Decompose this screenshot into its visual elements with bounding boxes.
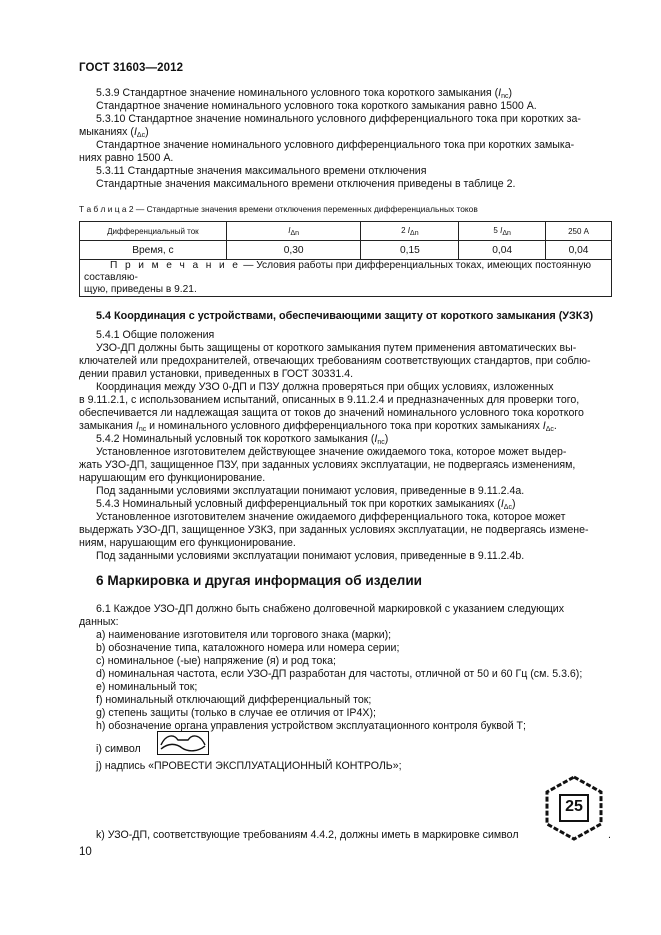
paragraph-line: Под заданными условиями эксплуатации понимают условия, приведенные в 9.11.2.4а. bbox=[96, 485, 525, 497]
list-item: j) надпись «ПРОВЕСТИ ЭКСПЛУАТАЦИОННЫЙ КОНТРОЛЬ»; bbox=[96, 760, 402, 772]
paragraph-line: жать УЗО-ДП, защищенное ПЗУ, при заданных условиях эксплуатации, не подвергаясь изменениям, bbox=[79, 459, 576, 471]
table-header-row bbox=[80, 222, 612, 241]
table-row bbox=[80, 241, 612, 260]
paragraph-line: Установленное изготовителем значение ожидаемого дифференциального тока, которое может bbox=[96, 511, 566, 523]
table-cell: 0,30 bbox=[226, 241, 361, 260]
list-item: h) обозначение органа управления устройством эксплуатационного контроля буквой Т; bbox=[96, 720, 526, 732]
list-item: g) степень защиты (только в случае ее отличия от IP4X); bbox=[96, 707, 376, 719]
paragraph-line: ключателей или предохранителей, отвечающих требованиям соответствующих стандартов, при соблю- bbox=[79, 355, 591, 367]
table-header-cell: 250 А bbox=[546, 222, 612, 241]
list-item: k) УЗО-ДП, соответствующие требованиям 4.4.2, должны иметь в маркировке символ bbox=[96, 829, 519, 841]
clause-5-3-10-text-cont: ниях равно 1500 А. bbox=[79, 152, 174, 164]
paragraph-line: нарушающим его функционирование. bbox=[79, 472, 266, 484]
list-item: a) наименование изготовителя или торгового знака (марки); bbox=[96, 629, 392, 641]
paragraph-line: 6.1 Каждое УЗО-ДП должно быть снабжено долговечной маркировкой с указанием следующих bbox=[96, 603, 565, 615]
clause-5-3-10-text: Стандартное значение номинального условного дифференциального тока при коротких замыка- bbox=[96, 139, 575, 151]
paragraph-line: в 9.11.2.1, с использованием испытаний, описанных в 9.11.2.4 и предназначенных для проверки того, bbox=[79, 394, 580, 406]
section-5-4-heading: 5.4 Координация с устройствами, обеспечивающими защиту от короткого замыкания (УЗКЗ) bbox=[96, 310, 594, 322]
document-header: ГОСТ 31603—2012 bbox=[79, 62, 184, 74]
test-device-symbol-icon bbox=[157, 731, 209, 755]
page-number: 10 bbox=[79, 846, 92, 858]
list-item: i) символ bbox=[96, 743, 141, 755]
list-item: b) обозначение типа, каталожного номера или номера серии; bbox=[96, 642, 400, 654]
paragraph-line: замыкания $I_{nc}$ и номинального условного дифференциального тока при коротких замыканиях $I_{\Delta c}$. bbox=[79, 420, 557, 433]
list-item: e) номинальный ток; bbox=[96, 681, 198, 693]
table-header-cell: Дифференциальный ток bbox=[80, 222, 227, 241]
paragraph-line: ниям, нарушающим его функционирование. bbox=[79, 537, 296, 549]
paragraph-line: Координация между УЗО 0-ДП и ПЗУ должна проверяться при общих условиях, изложенных bbox=[96, 381, 554, 393]
table-header-cell: 2 $I_{\Delta n}$ bbox=[361, 222, 459, 241]
clause-5-4-1-title: 5.4.1 Общие положения bbox=[96, 329, 215, 341]
clause-5-4-3-title: 5.4.3 Номинальный условный дифференциальный ток при коротких замыканиях $(I_{\Delta c})$ bbox=[96, 498, 516, 511]
clause-5-3-10-title-cont: мыканиях $(I_{\Delta c})$ bbox=[79, 126, 149, 139]
list-item: d) номинальная частота, если УЗО-ДП разработан для частоты, отличной от 50 и 60 Гц (см. 5.3.6); bbox=[96, 668, 583, 680]
table-header-cell: 5 $I_{\Delta n}$ bbox=[459, 222, 546, 241]
paragraph-line: УЗО-ДП должны быть защищены от короткого замыкания путем применения автоматических вы- bbox=[96, 342, 577, 354]
table-note: П р и м е ч а н и е — Условия работы при дифференциальных токах, имеющих постоянную составляю- щую, приведены в 9.21. bbox=[80, 260, 612, 297]
table-cell: 0,04 bbox=[459, 241, 546, 260]
paragraph-line: Под заданными условиями эксплуатации понимают условия, приведенные в 9.11.2.4b. bbox=[96, 550, 525, 562]
clause-5-3-10-title: 5.3.10 Стандартное значение номинального условного дифференциального тока при коротких за- bbox=[96, 113, 581, 125]
table-header-cell: $I_{\Delta n}$ bbox=[226, 222, 361, 241]
list-item-end: . bbox=[608, 829, 611, 841]
clause-5-3-11-text: Стандартные значения максимального времени отключения приведены в таблице 2. bbox=[96, 178, 516, 190]
list-item: c) номинальное (-ые) напряжение (я) и род тока; bbox=[96, 655, 336, 667]
paragraph-line: данных: bbox=[79, 616, 119, 628]
list-item: f) номинальный отключающий дифференциальный ток; bbox=[96, 694, 372, 706]
table-cell: 0,15 bbox=[361, 241, 459, 260]
hexagon-rating-symbol-icon bbox=[539, 773, 609, 843]
paragraph-line: выдержать УЗО-ДП, защищенное УЗКЗ, при заданных условиях эксплуатации, не подвергаясь измене- bbox=[79, 524, 589, 536]
clause-5-4-2-title: 5.4.2 Номинальный условный ток короткого замыкания $(I_{nc})$ bbox=[96, 433, 389, 446]
clause-5-3-11-title: 5.3.11 Стандартные значения максимального времени отключения bbox=[96, 165, 427, 177]
hex-symbol-label: 25 bbox=[565, 798, 583, 815]
table-note-row bbox=[80, 260, 612, 297]
clause-5-3-9-title: 5.3.9 Стандартное значение номинального условного тока короткого замыкания $(I_{nc})$ bbox=[96, 87, 513, 100]
clause-5-3-9-text: Стандартное значение номинального условного тока короткого замыкания равно 1500 А. bbox=[96, 100, 537, 112]
cutoff-time-table bbox=[79, 221, 612, 297]
paragraph-line: дении правил установки, приведенных в ГОСТ 30331.4. bbox=[79, 368, 354, 380]
table-cell: 0,04 bbox=[546, 241, 612, 260]
paragraph-line: обеспечивается ли надлежащая защита от токов до значений номинального условного тока короткого bbox=[79, 407, 584, 419]
section-6-heading: 6 Маркировка и другая информация об изделии bbox=[96, 573, 423, 588]
table-caption: Т а б л и ц а 2 — Стандартные значения времени отключения переменных дифференциальных токов bbox=[79, 204, 478, 214]
table-cell: Время, с bbox=[80, 241, 227, 260]
paragraph-line: Установленное изготовителем действующее значение ожидаемого тока, которое может выдер- bbox=[96, 446, 567, 458]
